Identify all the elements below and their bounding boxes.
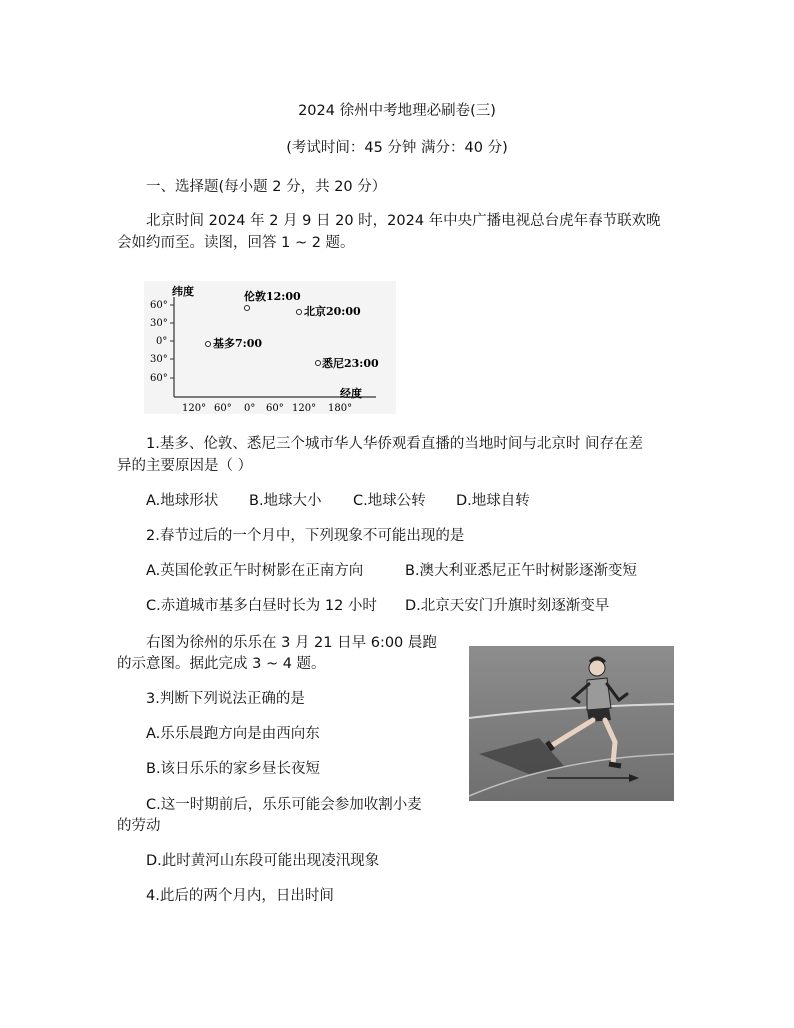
- x-tick: 120°: [292, 403, 317, 414]
- y-tick: 30°: [150, 318, 168, 329]
- q1-stem-line-2: 异的主要原因是（ ）: [117, 458, 253, 474]
- intro-line-1: 北京时间 2024 年 2 月 9 日 20 时，2024 年中央广播电视总台虎年春节联欢晚: [146, 213, 661, 229]
- page-title: 2024 徐州中考地理必刷卷(三): [298, 103, 496, 119]
- intro-line-2: 会如约而至。读图，回答 1 ~ 2 题。: [117, 235, 355, 251]
- q4-stem: 4.此后的两个月内，日出时间: [146, 888, 334, 904]
- y-tick: 30°: [150, 354, 168, 365]
- city-point-sydney: [316, 361, 321, 366]
- intro2-line-2: 的示意图。据此完成 3 ~ 4 题。: [117, 656, 326, 672]
- q2-stem: 2.春节过后的一个月中，下列现象不可能出现的是: [146, 528, 465, 544]
- city-label-quito: 基多7:00: [213, 337, 263, 350]
- q2-option-b: B.澳大利亚悉尼正午时树影逐渐变短: [405, 563, 638, 579]
- timezone-figure: [144, 281, 396, 414]
- y-axis-title: 纬度: [172, 285, 194, 298]
- q1-option-c: C.地球公转: [353, 493, 426, 509]
- x-tick: 180°: [328, 403, 353, 414]
- q3-stem: 3.判断下列说法正确的是: [146, 691, 305, 707]
- city-label-london: 伦敦12:00: [244, 290, 301, 303]
- x-tick: 60°: [214, 403, 232, 414]
- y-tick: 60°: [150, 373, 168, 384]
- x-tick: 0°: [244, 403, 256, 414]
- x-tick: 60°: [266, 403, 284, 414]
- q1-stem-line-1: 1.基多、伦敦、悉尼三个城市华人华侨观看直播的当地时间与北京时 间存在差: [146, 436, 643, 452]
- x-axis-title: 经度: [340, 387, 362, 400]
- q3-option-a: A.乐乐晨跑方向是由西向东: [146, 726, 320, 742]
- q2-option-c: C.赤道城市基多白昼时长为 12 小时: [146, 598, 377, 614]
- q3-option-b: B.该日乐乐的家乡昼长夜短: [146, 761, 321, 777]
- q1-option-d: D.地球自转: [456, 493, 530, 509]
- q2-option-d: D.北京天安门升旗时刻逐渐变早: [405, 598, 610, 614]
- section-heading: 一、选择题(每小题 2 分，共 20 分）: [146, 179, 387, 195]
- x-tick: 120°: [182, 403, 207, 414]
- q2-option-a: A.英国伦敦正午时树影在正南方向: [146, 563, 364, 579]
- city-point-quito: [206, 342, 211, 347]
- intro2-line-1: 右图为徐州的乐乐在 3 月 21 日早 6:00 晨跑: [146, 635, 437, 651]
- city-point-beijing: [297, 310, 302, 315]
- city-point-london: [245, 306, 250, 311]
- q3-option-c-line-1: C.这一时期前后，乐乐可能会参加收割小麦: [146, 797, 422, 813]
- city-label-sydney: 悉尼23:00: [322, 357, 379, 370]
- exam-info: (考试时间：45 分钟 满分：40 分): [286, 140, 508, 156]
- q3-option-d: D.此时黄河山东段可能出现凌汛现象: [146, 853, 380, 869]
- y-tick: 0°: [156, 336, 168, 347]
- city-label-beijing: 北京20:00: [304, 305, 361, 318]
- q3-option-c-line-2: 的劳动: [117, 818, 161, 834]
- runner-figure: [469, 646, 674, 801]
- q1-option-a: A.地球形状: [146, 493, 219, 509]
- y-tick: 60°: [150, 300, 168, 311]
- q1-option-b: B.地球大小: [249, 493, 322, 509]
